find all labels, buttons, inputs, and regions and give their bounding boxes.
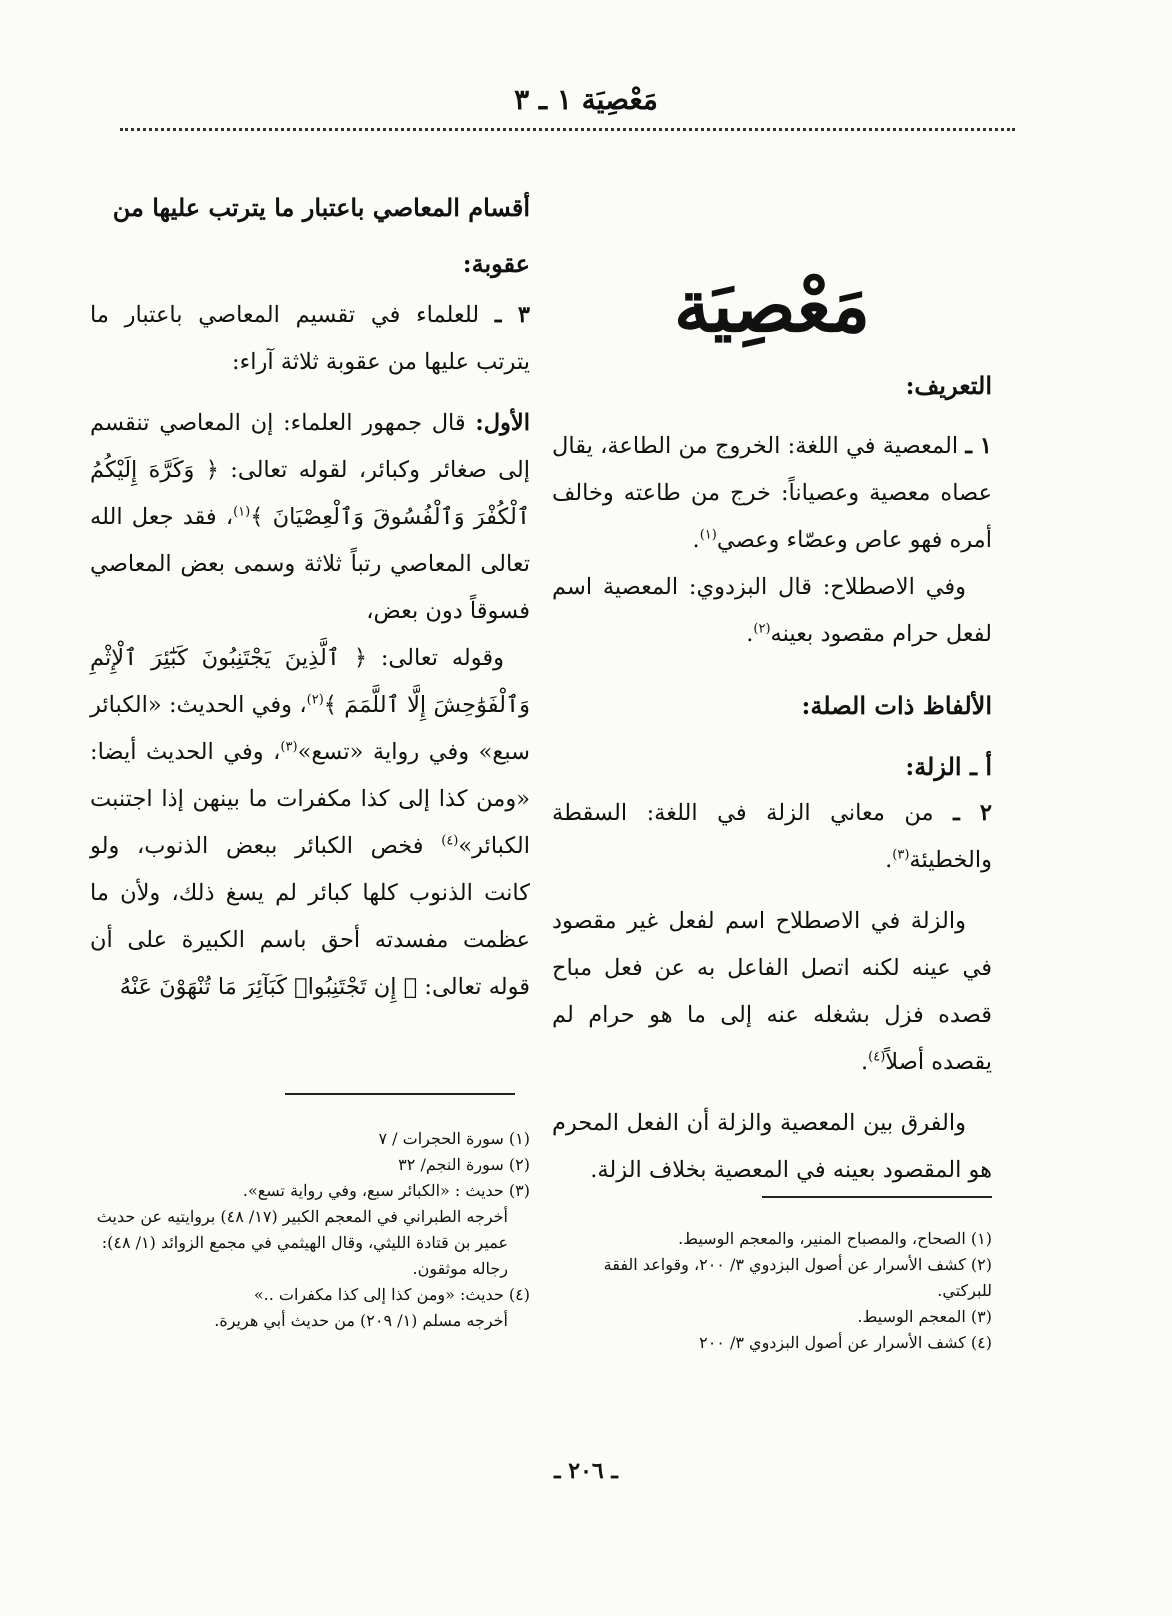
footnote: (٤) حديث: «ومن كذا إلى كذا مكفرات ..» bbox=[253, 1285, 530, 1304]
subsection-heading: أ ـ الزلة: bbox=[905, 752, 992, 781]
paragraph-text: المعصية في اللغة: الخروج من الطاعة، يقال عصاه معصية وعصياناً: خرج من طاعته وخالف أمره فهو عاص وعصّاء وعصي bbox=[552, 433, 992, 553]
paragraph-text: ، وفي الحديث أيضا: «ومن كذا إلى كذا مكفرات ما بينهن إذا اجتنبت الكبائر» bbox=[90, 739, 530, 859]
left-column bbox=[90, 180, 530, 1011]
footnote-ref: (١) bbox=[233, 504, 251, 520]
footnotes-right bbox=[552, 1226, 992, 1356]
paragraph-5: والفرق بين المعصية والزلة أن الفعل المحرم هو المقصود بعينه في المعصية بخلاف الزلة. bbox=[552, 1110, 992, 1183]
paragraph-text: للعلماء في تقسيم المعاصي باعتبار ما يترتب عليها من عقوبة ثلاثة آراء: bbox=[90, 302, 530, 375]
paragraph-number: ٢ ـ bbox=[953, 800, 992, 826]
paragraph-3: ٢ ـ من معاني الزلة في اللغة: السقطة والخطيئة$^{(٣)}$. bbox=[552, 800, 992, 873]
paragraph-first-opinion bbox=[90, 400, 530, 635]
paragraph-text: فخص الكبائر ببعض الذنوب، ولو كانت الذنوب كلها كبائر لم يسغ ذلك، ولأن ما عظمت مفسدته أحق باسم الكبيرة على أن قوله تعالى: bbox=[90, 833, 530, 1000]
page-number: ـ ٢٠٦ ـ bbox=[554, 1458, 618, 1484]
footnote-continuation: أخرجه الطبراني في المعجم الكبير (١٧/ ٤٨) بروايتيه عن حديث عمير بن قتادة الليثي، وقال الهيثمي في مجمع الزوائد (١/ ٤٨): رجاله موثقون. bbox=[96, 1207, 508, 1278]
paragraph-1: ١ ـ المعصية في اللغة: الخروج من الطاعة، يقال عصاه معصية وعصياناً: خرج من طاعته وخالف أمره فهو عاص وعصّاء وعصي$^{(١)}$. bbox=[552, 433, 992, 553]
section-heading: أقسام المعاصي باعتبار ما يترتب عليها من عقوبة: bbox=[112, 193, 530, 278]
paragraph-text: قال جمهور العلماء: إن المعاصي تنقسم إلى صغائر وكبائر، لقوله تعالى: bbox=[90, 410, 530, 483]
footnote-rule bbox=[762, 1196, 992, 1198]
paragraph-text: وقوله تعالى: bbox=[380, 645, 504, 671]
related-terms-heading: الألفاظ ذات الصلة: bbox=[801, 691, 992, 720]
paragraph-2: وفي الاصطلاح: قال البزدوي: المعصية اسم لفعل حرام مقصود بعينه$^{(٢)}$. bbox=[552, 574, 992, 647]
footnote: (١) الصحاح، والمصباح المنير، والمعجم الوسيط. bbox=[678, 1229, 992, 1248]
footnote-rule bbox=[285, 1093, 515, 1095]
quran-verse: ﴿ إِن تَجْتَنِبُوا۟ كَبَآئِرَ مَا تُنْهَوْنَ عَنْهُ bbox=[119, 974, 418, 1000]
quran-verse: ﴿ ٱلَّذِينَ يَجْتَنِبُونَ كَبَٰٓئِرَ ٱلْإِثْمِ وَٱلْفَوَٰحِشَ إِلَّا ٱللَّمَمَ ﴾ bbox=[90, 645, 530, 718]
paragraph-text: والزلة في الاصطلاح اسم لفعل غير مقصود في عينه لكنه اتصل الفاعل به عن فعل مباح قصده فزل بشغله عنه إلى ما هو حرام لم يقصده أصلاً bbox=[552, 908, 992, 1075]
footnote: (٤) كشف الأسرار عن أصول البزدوي ٣/ ٢٠٠ bbox=[699, 1333, 992, 1352]
opinion-label: الأول: bbox=[475, 410, 530, 436]
paragraph-text: ، وفي الحديث: «الكبائر سبع» وفي رواية «تسع» bbox=[90, 692, 530, 765]
footnote-ref: (٤) bbox=[868, 1049, 886, 1065]
footnote: (٢) كشف الأسرار عن أصول البزدوي ٣/ ٢٠٠، وقواعد الفقة للبركتي. bbox=[603, 1255, 992, 1300]
paragraph-text: وفي الاصطلاح: قال البزدوي: المعصية اسم لفعل حرام مقصود بعينه bbox=[552, 574, 992, 647]
paragraph-6 bbox=[90, 292, 530, 386]
paragraph-text: ، فقد جعل الله تعالى المعاصي رتباً ثلاثة وسمى بعض المعاصي فسوقاً دون بعض، bbox=[90, 504, 530, 624]
footnote-continuation: أخرجه مسلم (١/ ٢٠٩) من حديث أبي هريرة. bbox=[214, 1311, 508, 1330]
paragraph-verse-2 bbox=[90, 635, 530, 1011]
running-head: مَعْصِيَة ١ ـ ٣ bbox=[514, 83, 658, 116]
right-column bbox=[552, 180, 992, 1194]
paragraph-number: ٣ ـ bbox=[494, 302, 531, 328]
quran-verse: ﴿ وَكَرَّهَ إِلَيْكُمُ ٱلْكُفْرَ وَٱلْفُسُوقَ وَٱلْعِصْيَانَ ﴾ bbox=[90, 457, 531, 530]
header-dotted-rule bbox=[120, 128, 1015, 131]
footnote-ref: (٣) bbox=[280, 739, 298, 755]
footnote-ref: (٢) bbox=[306, 692, 324, 708]
footnote: (٣) المعجم الوسيط. bbox=[857, 1307, 992, 1326]
paragraph-4: والزلة في الاصطلاح اسم لفعل غير مقصود في عينه لكنه اتصل الفاعل به عن فعل مباح قصده فزل بشغله عنه إلى ما هو حرام لم يقصده أصلاً$^{(٤)}$. bbox=[552, 908, 992, 1075]
footnote-ref: (١) bbox=[699, 527, 717, 543]
footnote-ref: (٣) bbox=[892, 847, 910, 863]
footnote: (٣) حديث : «الكبائر سبع، وفي رواية تسع». bbox=[242, 1181, 530, 1200]
footnote: (١) سورة الحجرات / ٧ bbox=[378, 1129, 530, 1148]
entry-title: مَعْصِيَة bbox=[673, 263, 871, 348]
paragraph-text: من معاني الزلة في اللغة: السقطة والخطيئة bbox=[552, 800, 992, 873]
footnotes-left bbox=[90, 1126, 530, 1334]
paragraph-number: ١ ـ bbox=[965, 433, 992, 459]
footnote: (٢) سورة النجم/ ٣٢ bbox=[398, 1155, 530, 1174]
footnote-ref: (٢) bbox=[753, 621, 771, 637]
definition-heading: التعريف: bbox=[905, 371, 992, 400]
footnote-ref: (٤) bbox=[441, 833, 459, 849]
